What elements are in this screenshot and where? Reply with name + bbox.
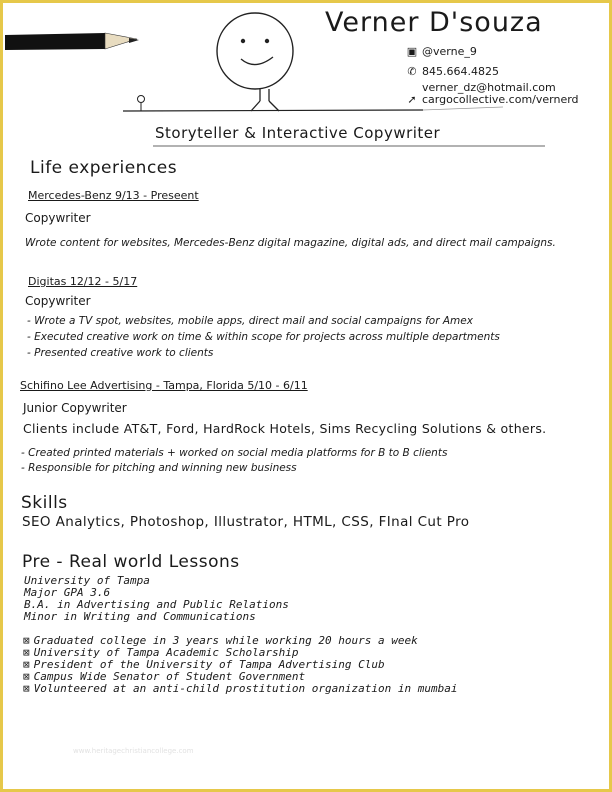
education-block bbox=[24, 575, 289, 623]
skills-list: SEO Analytics, Photoshop, Illustrator, HTML, CSS, FInal Cut Pro bbox=[22, 514, 470, 530]
job-role-schifino: Junior Copywriter bbox=[23, 401, 127, 415]
contact-twitter[interactable] bbox=[405, 45, 477, 58]
list-item: ⊠ Campus Wide Senator of Student Government bbox=[23, 670, 306, 683]
candidate-name: Verner D'souza bbox=[325, 7, 543, 38]
tagline-underline bbox=[153, 144, 553, 148]
education-line: Major GPA 3.6 bbox=[24, 586, 111, 599]
job-role-digitas: Copywriter bbox=[25, 294, 91, 308]
website-url: cargocollective.com/vernerd bbox=[422, 93, 579, 106]
checkbox-icon: ⊠ bbox=[23, 682, 30, 695]
job-clients-schifino: Clients include AT&T, Ford, HardRock Hotels, Sims Recycling Solutions & others. bbox=[23, 421, 547, 436]
pencil-icon bbox=[3, 23, 143, 53]
list-item: ⊠ President of the University of Tampa Advertising Club bbox=[23, 658, 385, 671]
checkbox-icon: ⊠ bbox=[23, 646, 30, 659]
twitter-icon: ▣ bbox=[406, 45, 418, 58]
list-item: ⊠ Volunteered at an anti-child prostitution organization in mumbai bbox=[23, 682, 458, 695]
cursor-icon: ➚ bbox=[407, 93, 417, 106]
skills-heading: Skills bbox=[21, 493, 68, 513]
email-address: verner_dz@hotmail.com bbox=[422, 81, 556, 94]
education-line: University of Tampa bbox=[24, 574, 150, 587]
job-desc-mercedes: Wrote content for websites, Mercedes-Benz digital magazine, digital ads, and direct mail campaigns. bbox=[25, 237, 556, 249]
job-role-mercedes: Copywriter bbox=[25, 211, 91, 225]
contact-website[interactable] bbox=[405, 93, 579, 106]
job-bullet: - Wrote a TV spot, websites, mobile apps, direct mail and social campaigns for Amex bbox=[27, 315, 473, 327]
twitter-handle: @verne_9 bbox=[422, 45, 477, 58]
job-title-schifino: Schifino Lee Advertising - Tampa, Florida 5/10 - 6/11 bbox=[20, 379, 308, 392]
phone-icon: ✆ bbox=[407, 65, 417, 78]
experience-heading: Life experiences bbox=[30, 158, 178, 178]
achievements-list bbox=[23, 635, 457, 695]
tagline: Storyteller & Interactive Copywriter bbox=[155, 124, 441, 142]
checkbox-icon: ⊠ bbox=[23, 658, 30, 671]
contact-phone[interactable] bbox=[405, 65, 499, 78]
education-line: B.A. in Advertising and Public Relations bbox=[24, 598, 289, 611]
checkbox-icon: ⊠ bbox=[23, 634, 30, 647]
list-item: ⊠ Graduated college in 3 years while working 20 hours a week bbox=[23, 634, 418, 647]
phone-number: 845.664.4825 bbox=[422, 65, 499, 78]
job-bullet: - Responsible for pitching and winning new business bbox=[21, 462, 297, 474]
education-heading: Pre - Real world Lessons bbox=[22, 552, 240, 572]
watermark: www.heritagechristiancollege.com bbox=[73, 747, 194, 755]
checkbox-icon: ⊠ bbox=[23, 670, 30, 683]
education-line: Minor in Writing and Communications bbox=[24, 610, 256, 623]
list-item: ⊠ University of Tampa Academic Scholarship bbox=[23, 646, 299, 659]
job-bullet: - Presented creative work to clients bbox=[27, 347, 214, 359]
job-title-digitas: Digitas 12/12 - 5/17 bbox=[28, 275, 138, 288]
job-title-mercedes: Mercedes-Benz 9/13 - Preseent bbox=[28, 189, 199, 202]
job-bullet: - Created printed materials + worked on social media platforms for B to B clients bbox=[21, 447, 448, 459]
job-bullet: - Executed creative work on time & within scope for projects across multiple departments bbox=[27, 331, 500, 343]
